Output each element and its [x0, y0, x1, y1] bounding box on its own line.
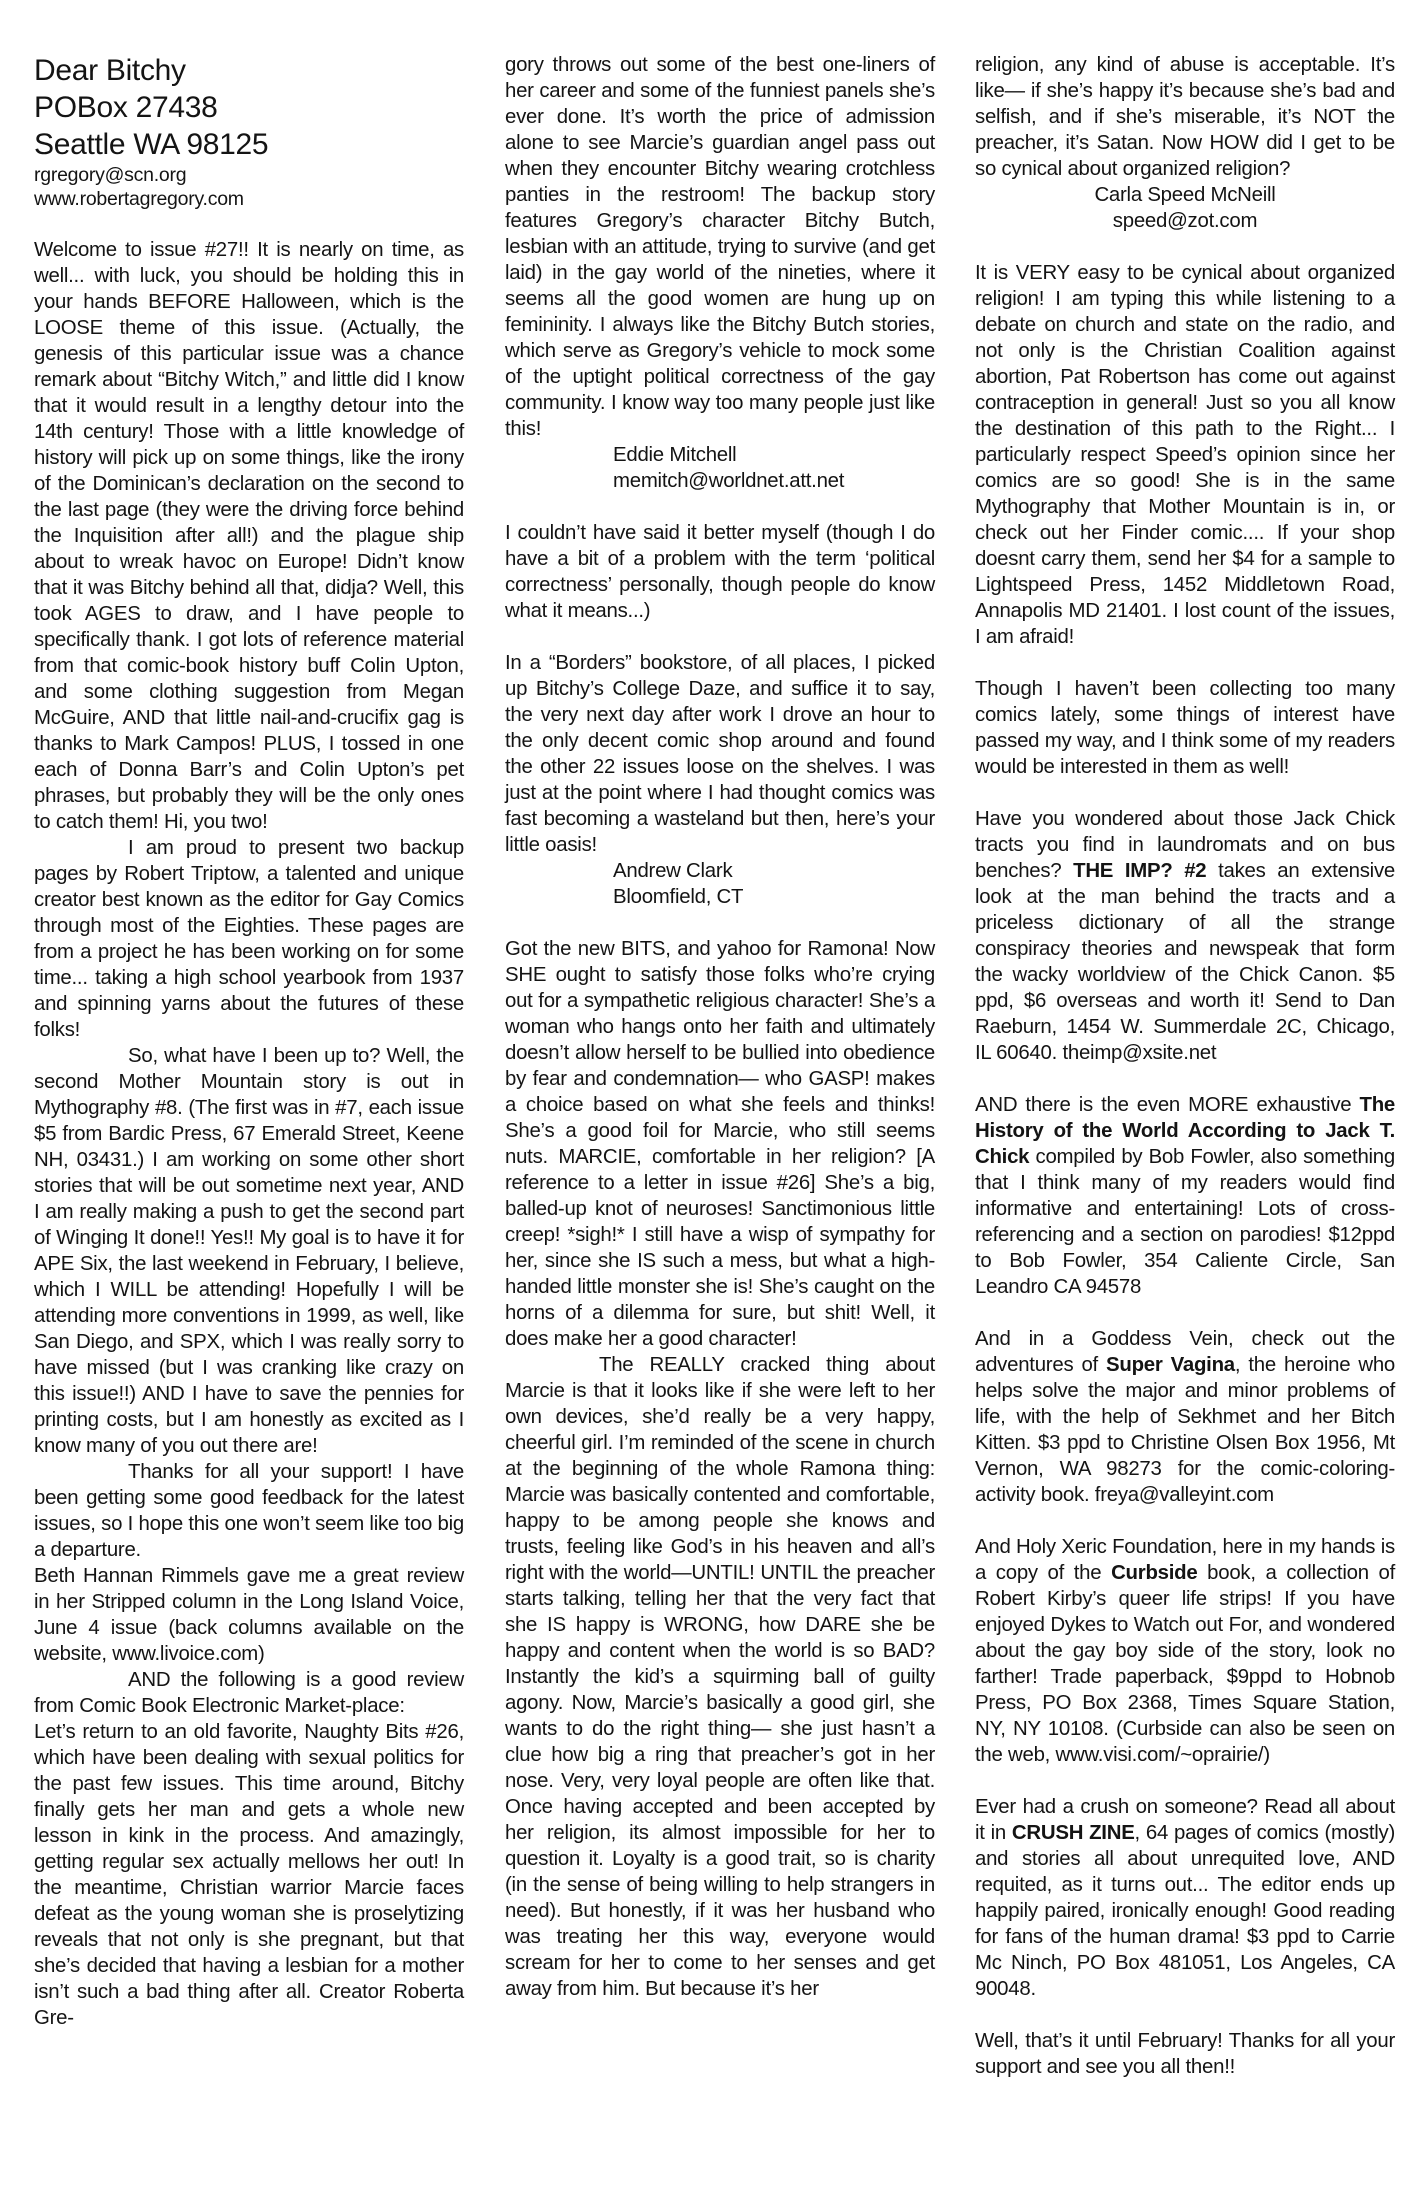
editorial-thanks: Thanks for all your support! I have been getting some good feedback for the latest issues, so I hope this one won’t seem like too big a departure.	[34, 1461, 464, 1561]
editorial-review-mention: Beth Hannan Rimmels gave me a great review in her Stripped column in the Long Island Voice, June 4 issue (back columns available on the website, www.livoice.com)	[34, 1565, 464, 1665]
letter-ramona-continued: The REALLY cracked thing about Marcie is that it looks like if she were left to her own devices, she’d really be a very happy, cheerful girl. I’m reminded of the scene in church at the beginning of the whole Ramona thing: Marcie was basically contented and comfortable, happy to be among people she knows and trusts, feeling like God’s in his heaven and all’s right with the world—UNTIL! UNTIL the preacher starts talking, telling her that the very fact that she IS happy is WRONG, how DARE she be happy and content when the world is so BAD? Instantly the kid’s a squirming ball of guilty agony. Now, Marcie’s basically a good girl, she wants to do the right thing— she just hasn’t a clue how big a ring that preacher’s got in her nose. Very, very loyal people are often like that. Once having accepted and been accepted by her religion, its almost impossible for her to question it. Loyalty is a good trait, so is charity (in the sense of being willing to help strangers in need). But honestly, if it was her husband who was treating her this way, everyone would scream for her to come to her senses and get away from him. But because it’s her	[505, 1354, 935, 2000]
column-middle	[505, 52, 935, 2002]
editor-recommendations-intro: Though I haven’t been collecting too many comics lately, some things of interest have passed my way, and I think some of my readers would be interested in them as well!	[975, 678, 1395, 778]
letter-signature-name: Carla Speed McNeill	[1094, 184, 1276, 206]
letter-borders: In a “Borders” bookstore, of all places, I picked up Bitchy’s College Daze, and suffice it to say, the very next day after work I drove an hour to the only decent comic shop around and found the other 22 issues loose on the shelves. I was just at the point where I had thought comics was fast becoming a wasteland but then, here’s your little oasis!	[505, 652, 935, 856]
review-quote-continued: gory throws out some of the best one-liners of her career and some of the funniest panels she’s ever done. It’s worth the price of admission alone to see Marcie’s guardian angel pass out when they encounter Bitchy wearing crotchless panties in the restroom! The backup story features Gregory’s character Bitchy Butch, lesbian with an attitude, trying to survive (and get laid) in the gay world of the nineties, where it seems all the good women are hung up on femininity. I always like the Bitchy Butch stories, which serve as Gregory’s vehicle to mock some of the uptight political correctness of the gay community. I know way too many people just like this!	[505, 54, 935, 440]
contact-email: rgregory@scn.org	[34, 164, 187, 186]
editor-reply: I couldn’t have said it better myself (though I do have a bit of a problem with the term ‘political correctness’ personally, though people do know what it means...)	[505, 522, 935, 622]
letter-ramona-end: religion, any kind of abuse is acceptable. It’s like— if she’s happy it’s because she’s bad and selfish, and if she’s miserable, it’s NOT the preacher, it’s Satan. Now HOW did I get to be so cynical about organized religion?	[975, 54, 1395, 180]
editorial-intro: Welcome to issue #27!! It is nearly on time, as well... with luck, you should be holding this in your hands BEFORE Halloween, which is the LOOSE theme of this issue. (Actually, the genesis of this particular issue was a chance remark about “Bitchy Witch,” and little did I know that it would result in a lengthy detour into the 14th century! Those with a little knowledge of history will pick up on some things, like the irony of the Dominican’s declaration on the second to the last page (they were the driving force behind the Inquisition after all!) and the plague ship about to wreak havoc on Europe! Didn’t know that it was Bitchy behind all that, didja? Well, this took AGES to draw, and I have people to specifically thank. I got lots of reference material from that comic-book history buff Colin Upton, and some clothing suggestion from Megan McGuire, AND that little nail-and-crucifix gag is thanks to Mark Campos! PLUS, I tossed in one each of Donna Barr’s and Colin Upton’s pet phrases, but probably they will be the only ones to catch them! Hi, you two!	[34, 239, 464, 833]
address-line-3: Seattle WA 98125	[34, 128, 269, 161]
address-line-1: Dear Bitchy	[34, 54, 186, 87]
contact-website: www.robertagregory.com	[34, 188, 244, 210]
editorial-review-intro: AND the following is a good review from Comic Book Electronic Market-place:	[34, 1669, 464, 1717]
editorial-backup-pages: I am proud to present two backup pages by Robert Triptow, a talented and unique creator best known as the editor for Gay Comics through most of the Eighties. These pages are from a project he has been working on for some time... taking a high school yearbook from 1937 and spinning yarns about the futures of these folks!	[34, 837, 464, 1041]
editor-reply-religion: It is VERY easy to be cynical about organized religion! I am typing this while listening to a debate on church and state on the radio, and not only is the Christian Coalition against abortion, Pat Robertson has come out against contraception in general! Just so you all know the destination of this path to the Right... I particularly respect Speed’s opinion since her comics are so good! She is in the same Mythography that Mother Mountain is in, or check out her Finder comic.... If your shop doesnt carry them, send her $4 for a sample to Lightspeed Press, 1452 Middletown Road, Annapolis MD 21401. I lost count of the issues, I am afraid!	[975, 262, 1395, 648]
recommendation-crush-zine: Ever had a crush on someone? Read all about it in CRUSH ZINE, 64 pages of comics (mostly) and stories all about unrequited love, AND requited, as it turns out... The editor ends up happily paired, ironically enough! Good reading for fans of the human drama! $3 ppd to Carrie Mc Ninch, PO Box 481051, Los Angeles, CA 90048.	[975, 1796, 1395, 2000]
recommendation-chick-history: AND there is the even MORE exhaustive The History of the World According to Jack T. Chick compiled by Bob Fowler, also something that I think many of my readers would find informative and entertaining! Lots of cross-referencing and a section on parodies! $12ppd to Bob Fowler, 354 Caliente Circle, San Leandro CA 94578	[975, 1094, 1395, 1298]
letter-signature-location: Bloomfield, CT	[613, 886, 744, 908]
recommendation-imp: Have you wondered about those Jack Chick tracts you find in laundromats and on bus benches? THE IMP? #2 takes an extensive look at the man behind the tracts and a priceless dictionary of all the strange conspiracy theories and newspeak that form the wacky worldview of the Chick Canon. $5 ppd, $6 overseas and worth it! Send to Dan Raeburn, 1454 W. Summerdale 2C, Chicago, IL 60640. theimp@xsite.net	[975, 808, 1396, 1064]
letter-signature-name: Andrew Clark	[613, 860, 733, 882]
closing-note: Well, that’s it until February! Thanks for all your support and see you all then!!	[975, 2030, 1395, 2078]
recommendation-super-vagina: And in a Goddess Vein, check out the adventures of Super Vagina, the heroine who helps solve the major and minor problems of life, with the help of Sekhmet and her Bitch Kitten. $3 ppd to Christine Olsen Box 1956, Mt Vernon, WA 98273 for the comic-coloring-activity book. freya@valleyint.com	[975, 1328, 1396, 1506]
review-quote: Let’s return to an old favorite, Naughty Bits #26, which have been dealing with sexual politics for the past few issues. This time around, Bitchy finally gets her man and gets a whole new lesson in kink in the process. And amazingly, getting regular sex actually mellows her out! In the meantime, Christian warrior Marcie faces defeat as the young woman she is proselytizing reveals that not only is she pregnant, but that she’s decided that having a lesbian for a mother isn’t such a bad thing after all. Creator Roberta Gre-	[34, 1721, 464, 2029]
letter-signature-name: Eddie Mitchell	[613, 444, 737, 466]
letter-signature-email: speed@zot.com	[1112, 210, 1258, 232]
letter-signature-email: memitch@worldnet.att.net	[613, 470, 845, 492]
editorial-news: So, what have I been up to? Well, the second Mother Mountain story is out in Mythography #8. (The first was in #7, each issue $5 from Bardic Press, 67 Emerald Street, Keene NH, 03431.) I am working on some other short stories that will be out sometime next year, AND I am really making a push to get the second part of Winging It done!! Yes!! My goal is to have it for APE Six, the last weekend in February, I believe, which I WILL be attending! Hopefully I will be attending more conventions in 1999, as well, like San Diego, and SPX, which I was really sorry to have missed (but I was cranking like crazy on this issue!!) AND I have to save the pennies for printing costs, but I am honestly as excited as I know many of you out there are!	[34, 1045, 464, 1457]
column-right	[975, 52, 1395, 2080]
column-left	[34, 52, 464, 2031]
recommendation-curbside: And Holy Xeric Foundation, here in my hands is a copy of the Curbside book, a collection of Robert Kirby’s queer life strips! If you have enjoyed Dykes to Watch out For, and wondered about the gay boy side of the story, look no farther! Trade paperback, $9ppd to Hobnob Press, PO Box 2368, Times Square Station, NY, NY 10108. (Curbside can also be seen on the web, www.visi.com/~oprairie/)	[975, 1536, 1395, 1766]
letter-ramona: Got the new BITS, and yahoo for Ramona! Now SHE ought to satisfy those folks who’re crying out for a sympathetic religious character! She’s a woman who hangs onto her faith and ultimately doesn’t allow herself to be bullied into obedience by fear and condemnation— who GASP! makes a choice based on what she feels and thinks! She’s a good foil for Marcie, who still seems nuts. MARCIE, comfortable in her religion? [A reference to a letter in issue #26] She’s a big, balled-up knot of neuroses! Sanctimonious little creep! *sigh!* I still have a wisp of sympathy for her, since she IS such a mess, but what a high-handed little monster she is! She’s caught on the horns of a dilemma for sure, but shit! Well, it does make her a good character!	[505, 938, 935, 1350]
address-line-2: POBox 27438	[34, 91, 218, 124]
